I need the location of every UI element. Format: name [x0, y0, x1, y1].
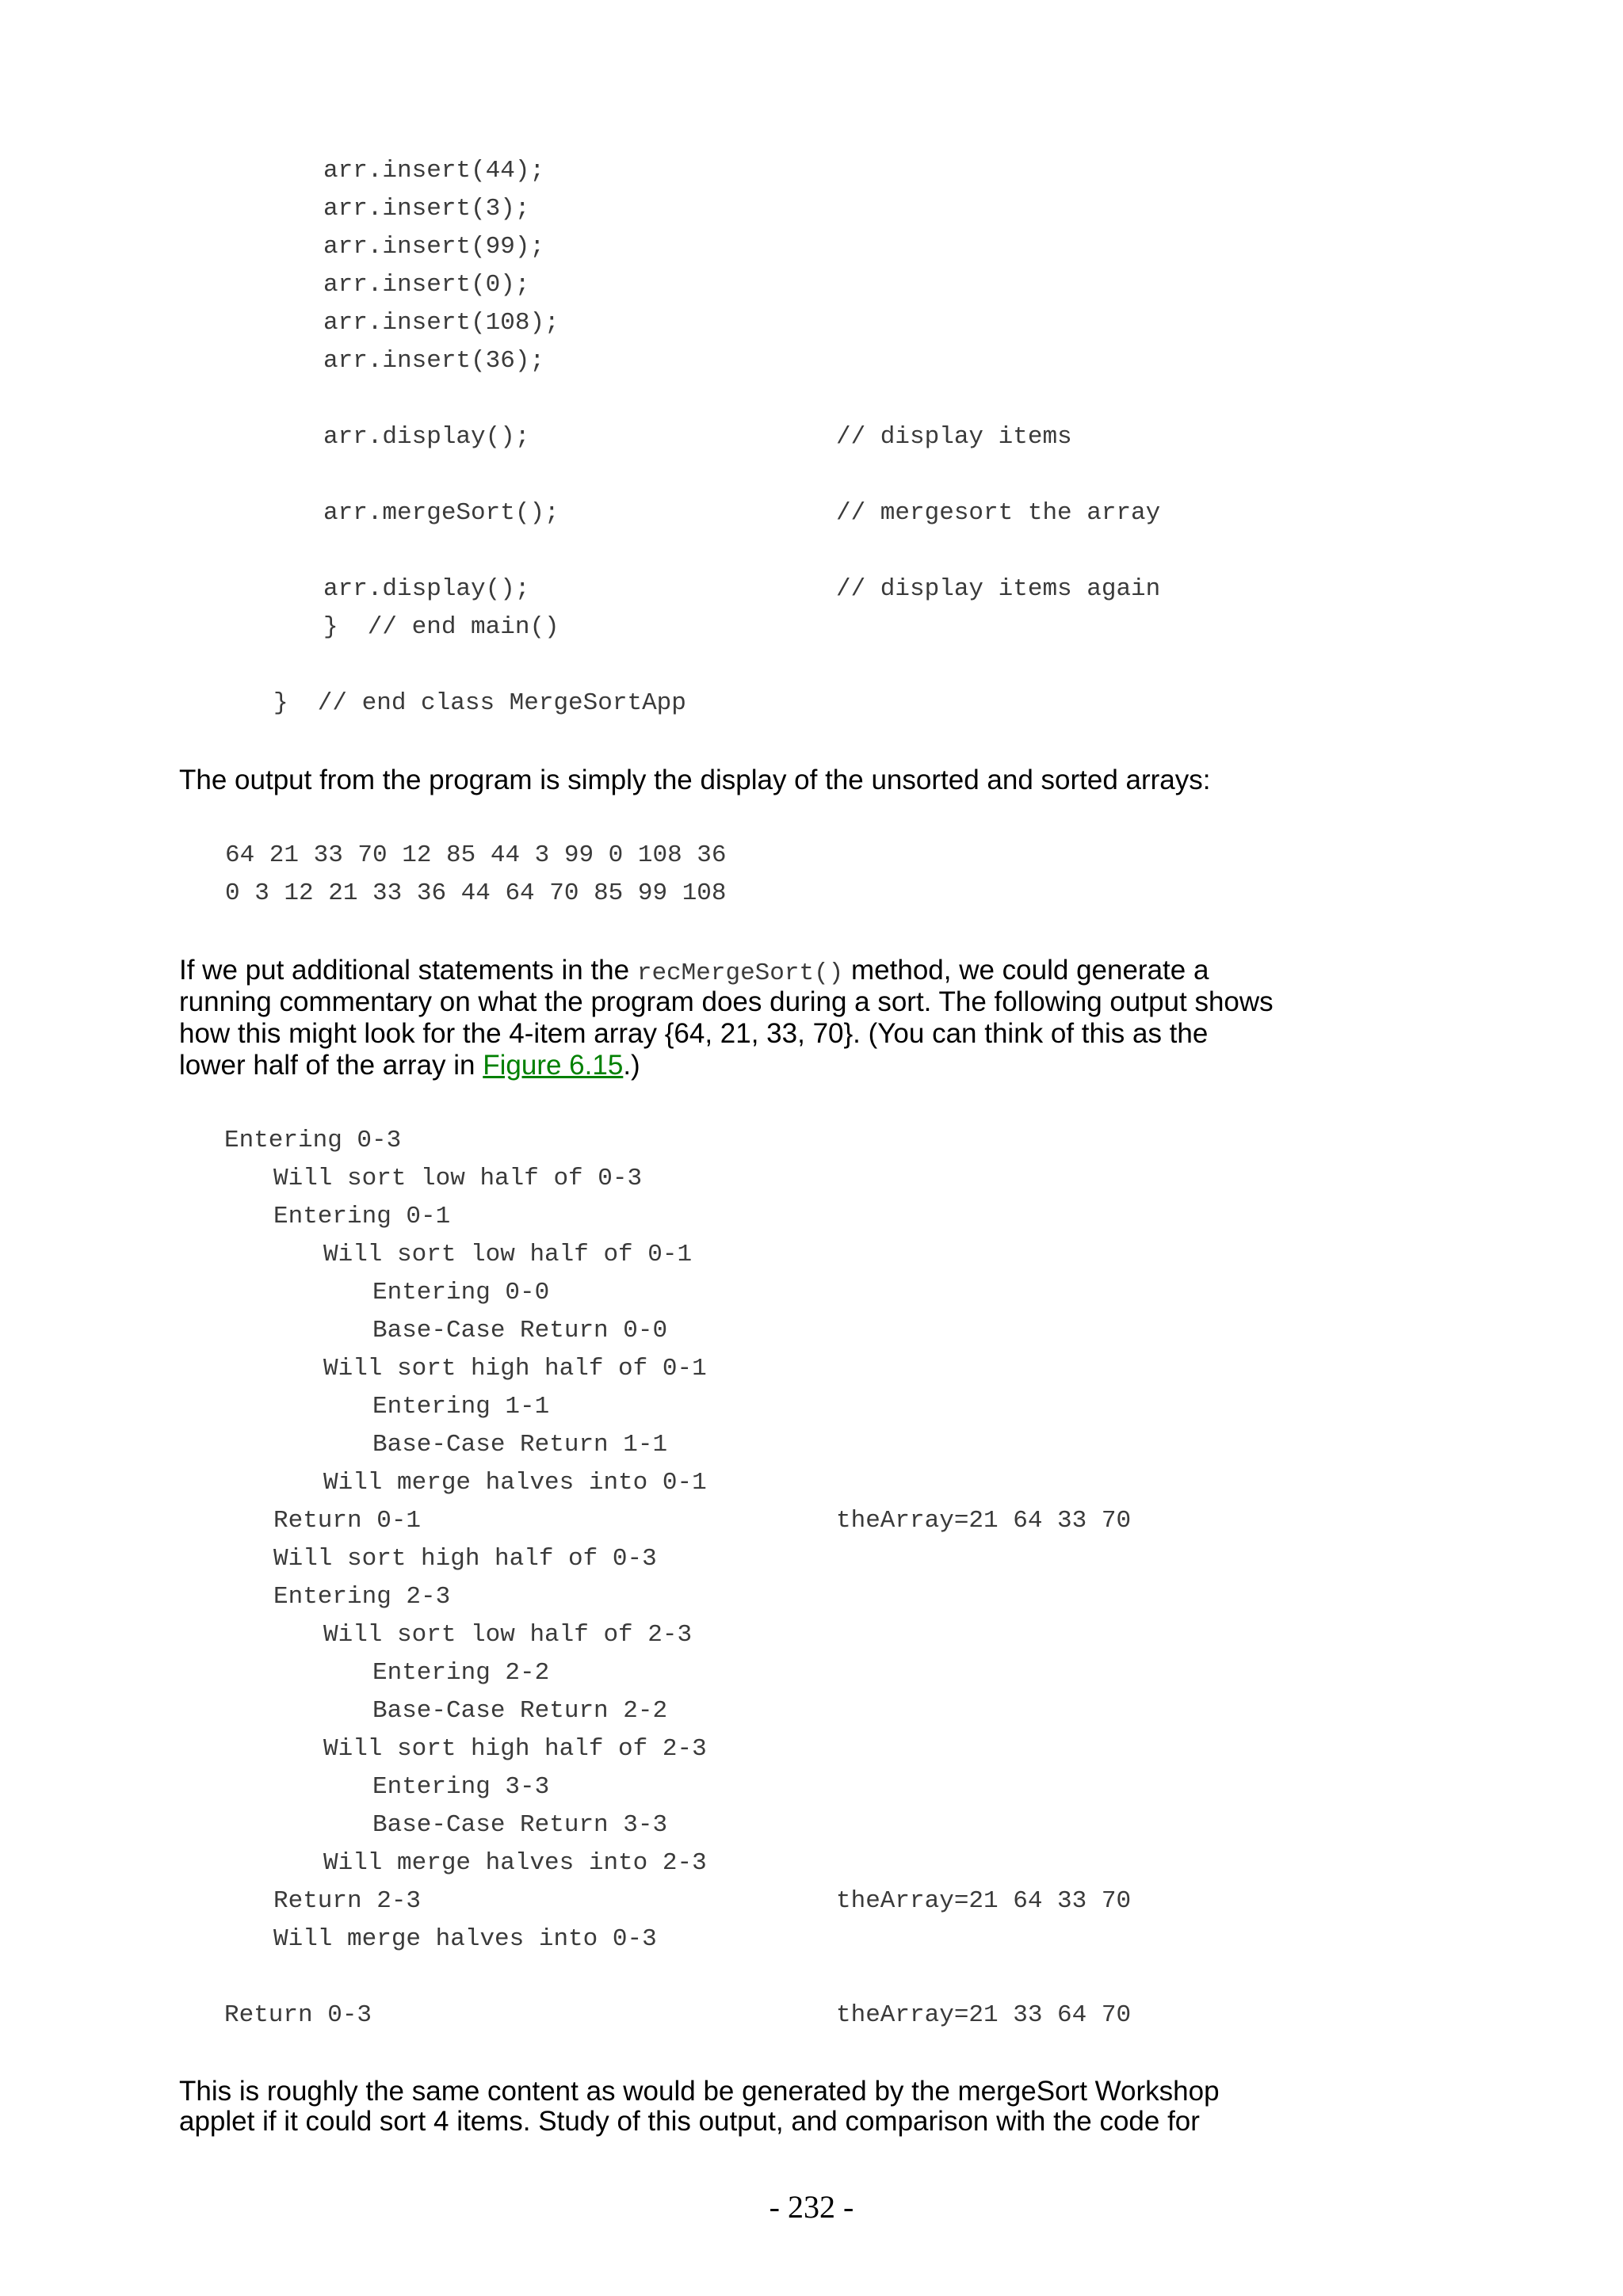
code-line: arr.insert(108);: [323, 309, 559, 337]
code-comment: // display items: [836, 423, 1072, 451]
trace-line: Will sort high half of 2-3: [323, 1735, 707, 1763]
code-line: arr.display();: [323, 423, 530, 451]
page-number: - 232 -: [769, 2189, 854, 2225]
paragraph-line: [179, 956, 1209, 986]
trace-line: Will sort low half of 0-3: [273, 1165, 643, 1192]
trace-array-state: theArray=21 64 33 70: [836, 1887, 1132, 1915]
trace-line: Return 0-1: [273, 1507, 422, 1535]
code-line: } // end class MergeSortApp: [273, 689, 686, 717]
trace-line: Will merge halves into 2-3: [323, 1849, 707, 1877]
code-comment: // display items again: [836, 575, 1161, 603]
trace-line: Entering 1-1: [372, 1393, 550, 1421]
trace-array-state: theArray=21 33 64 70: [836, 2001, 1132, 2029]
trace-line: Will merge halves into 0-1: [323, 1469, 707, 1497]
output-line: 64 21 33 70 12 85 44 3 99 0 108 36: [225, 841, 727, 869]
trace-line: Return 0-3: [224, 2001, 372, 2029]
paragraph-line: [179, 1051, 640, 1079]
code-line: arr.insert(44);: [323, 157, 545, 185]
trace-line: Will sort high half of 0-3: [273, 1545, 657, 1573]
paragraph-text: method, we could generate a: [843, 955, 1209, 986]
paragraph-text: lower half of the array in: [179, 1050, 483, 1081]
trace-line: Will merge halves into 0-3: [273, 1925, 657, 1953]
trace-line: Will sort high half of 0-1: [323, 1355, 707, 1383]
paragraph-text: If we put additional statements in the: [179, 955, 637, 986]
code-line: arr.insert(0);: [323, 271, 530, 299]
trace-line: Will sort low half of 2-3: [323, 1621, 693, 1649]
trace-line: Entering 0-1: [273, 1203, 451, 1230]
code-line: arr.insert(36);: [323, 347, 545, 375]
trace-line: Return 2-3: [273, 1887, 422, 1915]
trace-array-state: theArray=21 64 33 70: [836, 1507, 1132, 1535]
paragraph-text: how this might look for the 4-item array {64, 21, 33, 70}. (You can think of this as the: [179, 1018, 1209, 1049]
code-line: arr.insert(99);: [323, 233, 545, 261]
code-line: arr.insert(3);: [323, 195, 530, 223]
trace-line: Entering 0-0: [372, 1279, 550, 1306]
trace-line: Entering 2-3: [273, 1583, 451, 1611]
trace-line: Base-Case Return 2-2: [372, 1697, 668, 1725]
paragraph-text: The output from the program is simply the display of the unsorted and sorted arrays:: [179, 765, 1211, 795]
trace-line: Base-Case Return 0-0: [372, 1317, 668, 1344]
code-line: arr.mergeSort();: [323, 499, 559, 527]
paragraph-text: This is roughly the same content as would be generated by the mergeSort Workshop: [179, 2076, 1220, 2107]
figure-link[interactable]: Figure 6.15: [483, 1050, 624, 1081]
trace-line: Entering 0-3: [224, 1127, 402, 1154]
trace-line: Base-Case Return 1-1: [372, 1431, 668, 1459]
code-line: arr.display();: [323, 575, 530, 603]
code-comment: // mergesort the array: [836, 499, 1161, 527]
output-line: 0 3 12 21 33 36 44 64 70 85 99 108: [225, 879, 727, 907]
trace-line: Base-Case Return 3-3: [372, 1811, 668, 1839]
code-line: } // end main(): [323, 613, 559, 641]
trace-line: Entering 3-3: [372, 1773, 550, 1801]
paragraph-text: .): [623, 1050, 640, 1081]
paragraph-text: applet if it could sort 4 items. Study of this output, and comparison with the code for: [179, 2106, 1200, 2137]
trace-line: Will sort low half of 0-1: [323, 1241, 693, 1268]
trace-line: Entering 2-2: [372, 1659, 550, 1687]
inline-code: recMergeSort(): [636, 959, 844, 987]
paragraph-text: running commentary on what the program does during a sort. The following output shows: [179, 986, 1274, 1017]
